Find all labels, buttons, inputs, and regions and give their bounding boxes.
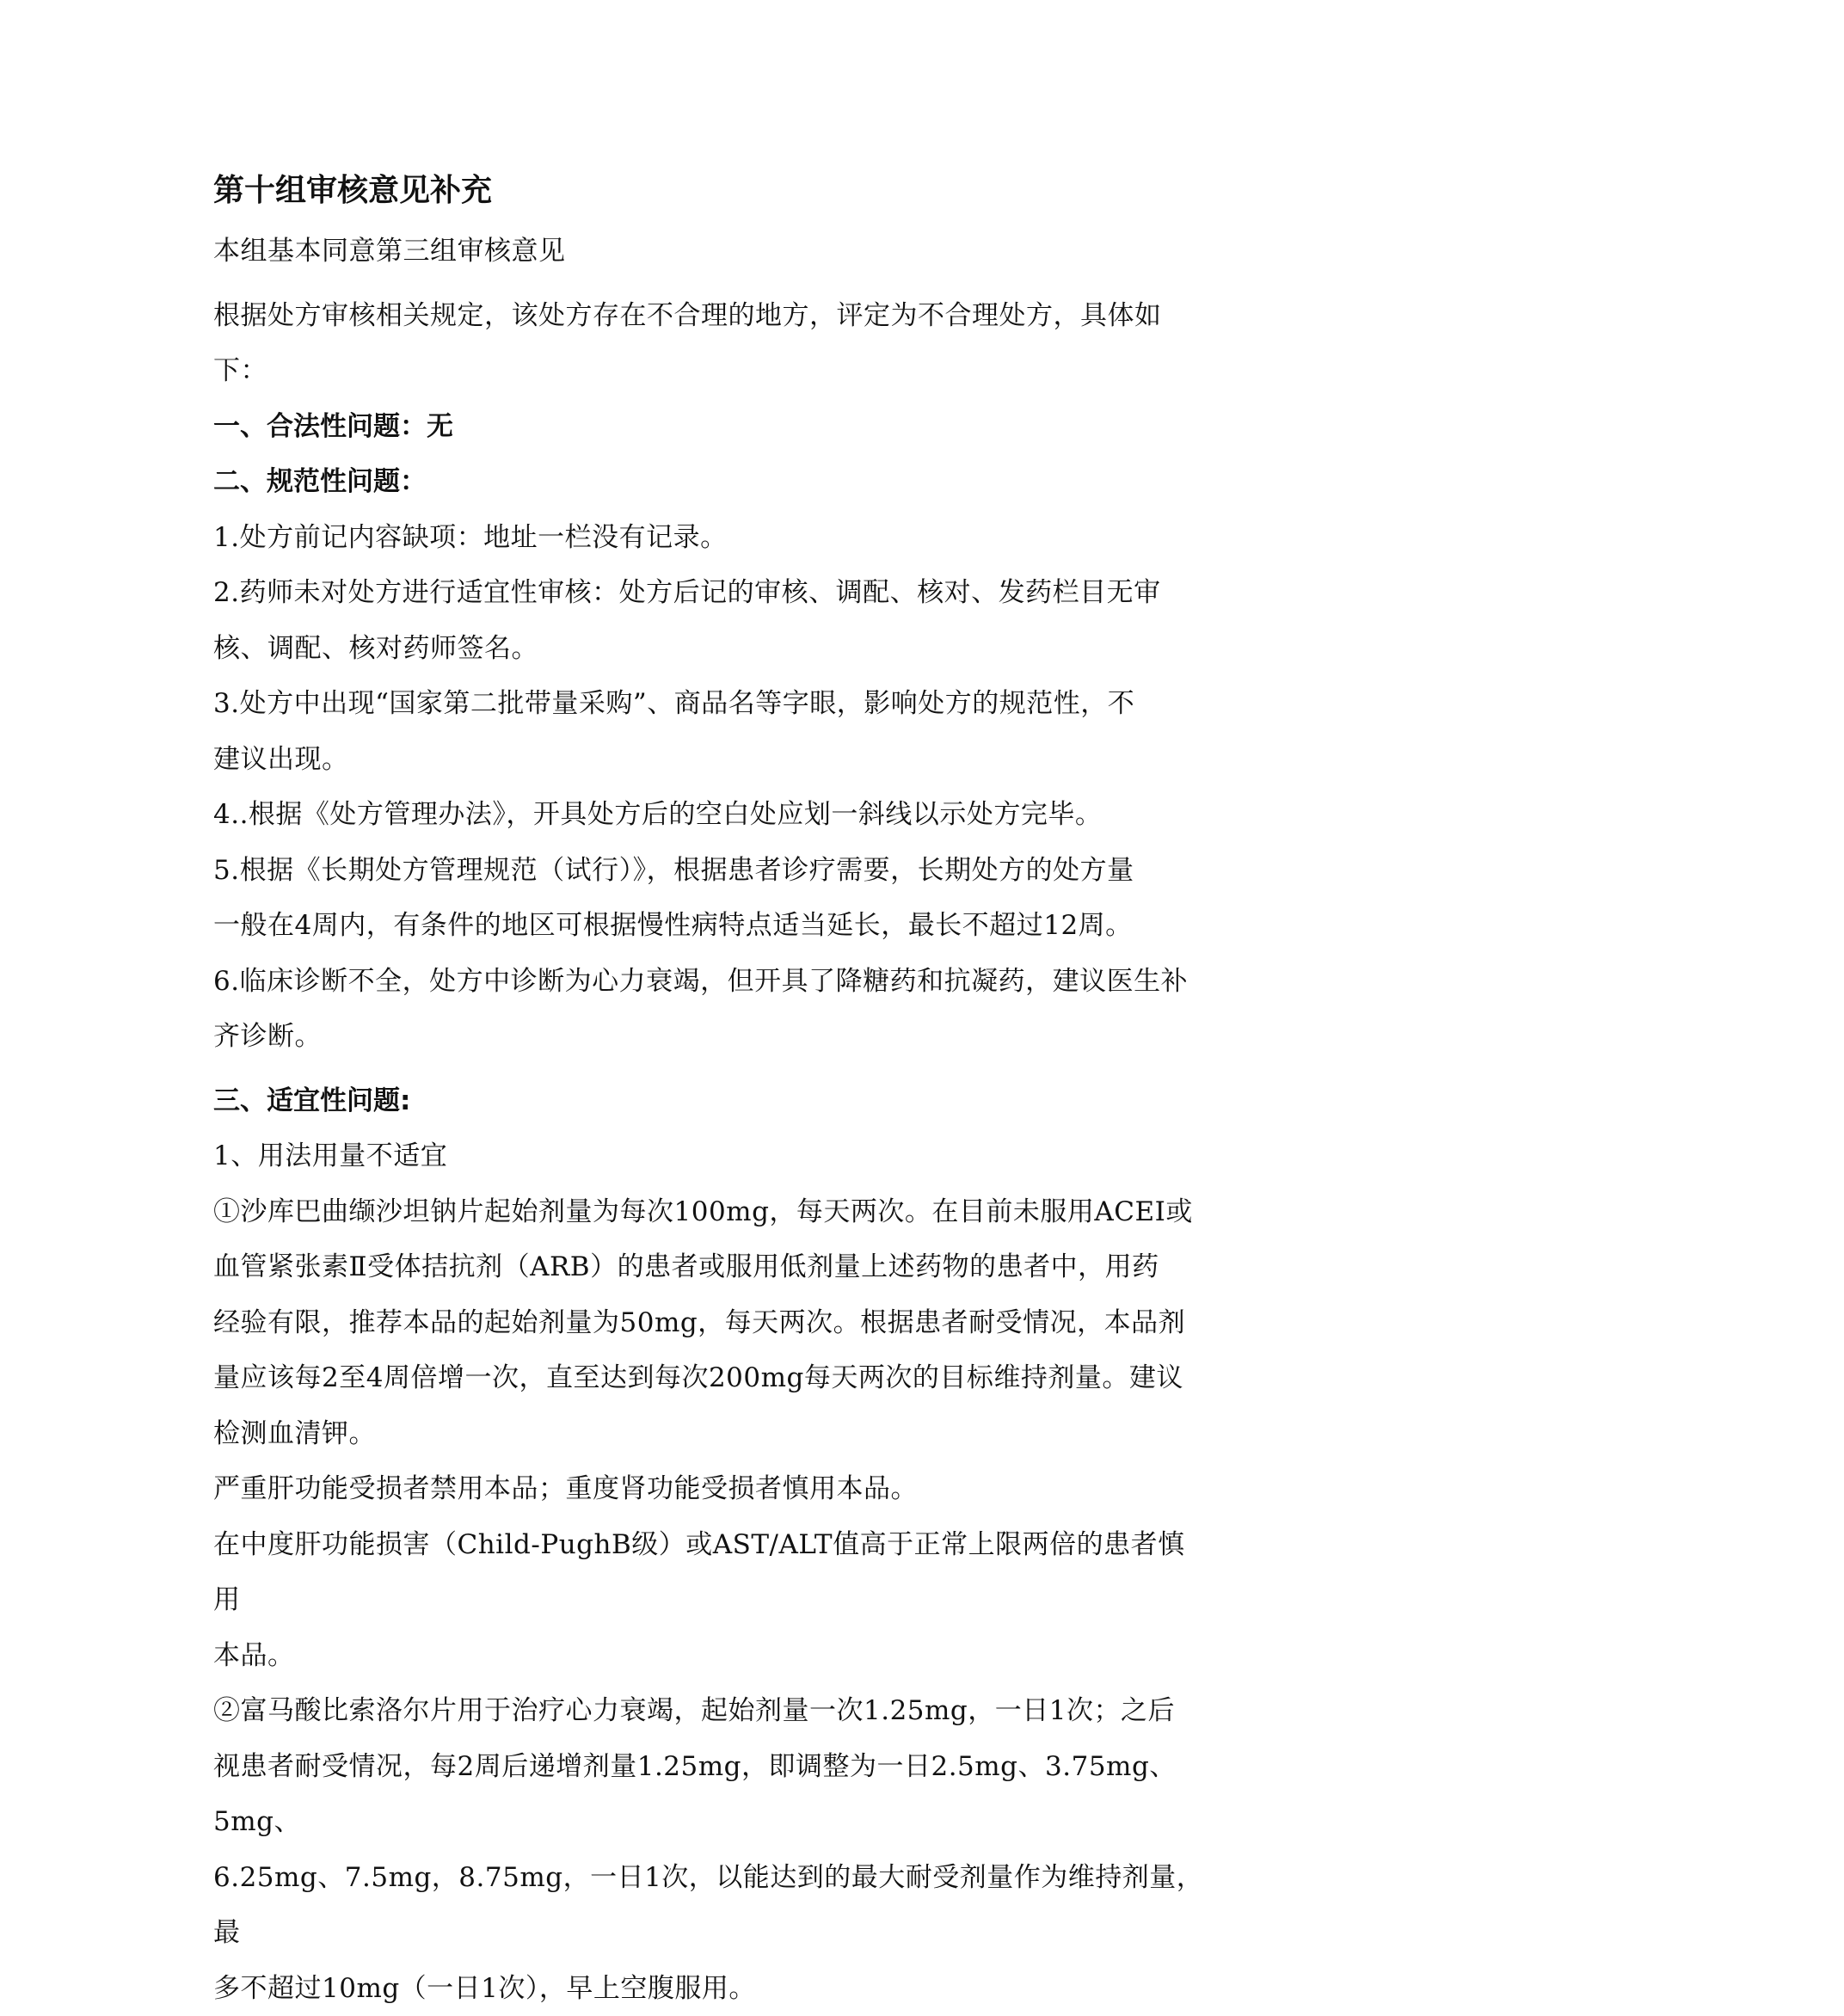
appropriateness-line: 1、用法用量不适宜: [213, 1128, 1208, 1184]
standard-line: 建议出现。: [213, 732, 1208, 788]
standard-line: 核、调配、核对药师签名。: [213, 621, 1208, 677]
appropriateness-line: 严重肝功能受损者禁用本品；重度肾功能受损者慎用本品。: [213, 1461, 1208, 1517]
appropriateness-line: 量应该每2至4周倍增一次，直至达到每次200mg每天两次的目标维持剂量。建议: [213, 1350, 1208, 1406]
standard-line: 6.临床诊断不全，处方中诊断为心力衰竭，但开具了降糖药和抗凝药，建议医生补: [213, 954, 1208, 1010]
standard-line: 1.处方前记内容缺项：地址一栏没有记录。: [213, 510, 1208, 566]
appropriateness-line: ①沙库巴曲缬沙坦钠片起始剂量为每次100mg，每天两次。在目前未服用ACEI或: [213, 1184, 1208, 1240]
appropriateness-line: 6.25mg、7.5mg，8.75mg，一日1次，以能达到的最大耐受剂量作为维持剂量，最: [213, 1850, 1208, 1961]
appropriateness-line: 视患者耐受情况，每2周后递增剂量1.25mg，即调整为一日2.5mg、3.75mg、5mg、: [213, 1739, 1208, 1850]
appropriateness-line: 在中度肝功能损害（Child-PughB级）或AST/ALT值高于正常上限两倍的患者慎用: [213, 1517, 1208, 1628]
intro-line: 本组基本同意第三组审核意见: [213, 224, 1208, 280]
appropriateness-line: ②富马酸比索洛尔片用于治疗心力衰竭，起始剂量一次1.25mg，一日1次；之后: [213, 1683, 1208, 1739]
standard-line: 4..根据《处方管理办法》，开具处方后的空白处应划一斜线以示处方完毕。: [213, 787, 1208, 843]
appropriateness-line: 本品。: [213, 1628, 1208, 1684]
section-heading-standard: 二、规范性问题：: [213, 454, 1208, 510]
appropriateness-line: 经验有限，推荐本品的起始剂量为50mg，每天两次。根据患者耐受情况，本品剂: [213, 1295, 1208, 1351]
summary-line: 下：: [213, 343, 1208, 399]
standard-line: 一般在4周内，有条件的地区可根据慢性病特点适当延长，最长不超过12周。: [213, 898, 1208, 954]
appropriateness-line: 血管紧张素Ⅱ受体拮抗剂（ARB）的患者或服用低剂量上述药物的患者中，用药: [213, 1239, 1208, 1295]
standard-line: 5.根据《长期处方管理规范（试行）》，根据患者诊疗需要，长期处方的处方量: [213, 843, 1208, 899]
summary-line: 根据处方审核相关规定，该处方存在不合理的地方，评定为不合理处方，具体如: [213, 288, 1208, 344]
section-heading-appropriateness: 三、适宜性问题:: [213, 1073, 1208, 1129]
standard-line: 3.处方中出现“国家第二批带量采购”、商品名等字眼，影响处方的规范性，不: [213, 676, 1208, 732]
appropriateness-line: 多不超过10mg（一日1次），早上空腹服用。: [213, 1961, 1208, 2016]
section-heading-legality: 一、合法性问题：无: [213, 399, 1208, 455]
appropriateness-line: 检测血清钾。: [213, 1406, 1208, 1462]
document-page: [213, 163, 1208, 2016]
document-title: 第十组审核意见补充: [213, 163, 1208, 218]
standard-line: 齐诊断。: [213, 1009, 1208, 1065]
standard-line: 2.药师未对处方进行适宜性审核：处方后记的审核、调配、核对、发药栏目无审: [213, 565, 1208, 621]
